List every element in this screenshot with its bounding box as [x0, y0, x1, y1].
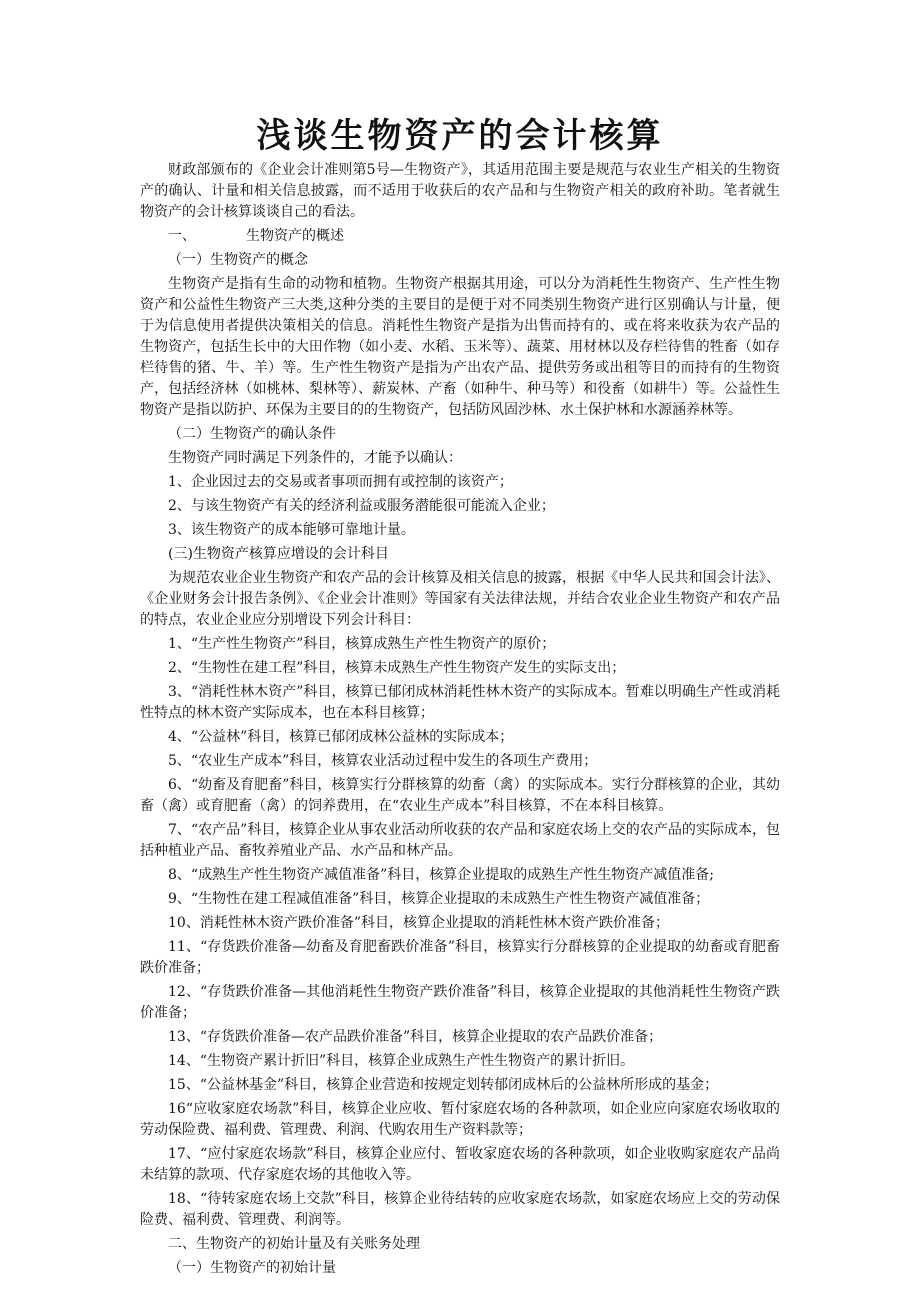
account-item: 10、消耗性林木资产跌价准备”科目，核算企业提取的消耗性林木资产跌价准备； [168, 915, 669, 931]
conditions-intro: 生物资产同时满足下列条件的，才能予以确认： [168, 450, 462, 466]
account-item: 17、“应付家庭农场款”科目，核算企业应付、暂收家庭农场的各种款项，如企业收购家庭农产品尚未结算的款项、代存家庭农场的其他收入等。 [140, 1146, 780, 1183]
account-item: 2、“生物性在建工程”科目，核算未成熟生产性生物资产发生的实际支出； [168, 660, 626, 676]
account-item: 6、“幼畜及育肥畜”科目，核算实行分群核算的幼畜（禽）的实际成本。实行分群核算的企业，其幼畜（禽）或育肥畜（禽）的饲养费用，在“农业生产成本”科目核算，不在本科目核算。 [140, 777, 780, 814]
account-item: 18、“待转家庭农场上交款”科目，核算企业待结转的应收家庭农场款，如家庭农场应上交的劳动保险费、福利费、管理费、利润等。 [140, 1191, 780, 1228]
intro-paragraph: 财政部颁布的《企业会计准则第5号—生物资产》，其适用范围主要是规范与农业生产相关的生物资产的确认、计量和相关信息披露，而不适用于收获后的农产品和与生物资产相关的政府补助。笔者就生物资产的会计核算谈谈自己的看法。 [140, 162, 780, 220]
account-item: 14、“生物资产累计折旧”科目，核算企业成熟生产性生物资产的累计折旧。 [168, 1053, 635, 1069]
concept-paragraph: 生物资产是指有生命的动物和植物。生物资产根据其用途，可以分为消耗性生物资产、生产性生物资产和公益性生物资产三大类,这种分类的主要目的是便于对不同类别生物资产进行区别确认与计量，便于为信息使用者提供决策相关的信息。消耗性生物资产是指为出售而持有的、或在将来收获为农产品的生物资产，包括生长中的大田作物（如小麦、水稻、玉米等）、蔬菜、用材林以及存栏待售的牲畜（如存栏待售的猪、牛、羊）等。生产性生物资产是指为产出农产品、提供劳务或出租等目的而持有的生物资产，包括经济林（如桃林、梨林等）、薪炭林、产畜（如种牛、种马等）和役畜（如耕牛）等。公益性生物资产是指以防护、环保为主要目的的生物资产，包括防风固沙林、水土保护林和水源涵养林等。 [140, 276, 780, 418]
section-title: 生物资产的概述 [246, 228, 344, 244]
account-item: 1、“生产性生物资产”科目，核算成熟生产性生物资产的原价； [168, 636, 556, 652]
account-item: 13、“存货跌价准备—农产品跌价准备”科目，核算企业提取的农产品跌价准备； [168, 1029, 663, 1045]
section-heading-2: 二、生物资产的初始计量及有关账务处理 [168, 1236, 420, 1252]
subsection-heading-accounts: (三)生物资产核算应增设的会计科目 [168, 546, 389, 562]
account-item: 8、“成熟生产性生物资产减值准备”科目，核算企业提取的成熟生产性生物资产减值准备; [168, 867, 714, 883]
section-heading-1 [140, 226, 780, 247]
account-item: 5、“农业生产成本”科目，核算农业活动过程中发生的各项生产费用； [168, 753, 598, 769]
document-title: 浅谈生物资产的会计核算 [256, 116, 664, 156]
section-number: 一、 [168, 228, 196, 244]
account-item: 16“应收家庭农场款”科目，核算企业应收、暂付家庭农场的各种款项，如企业应向家庭农场收取的劳动保险费、福利费、管理费、利润、代购农用生产资料款等； [140, 1101, 780, 1138]
subsection-heading-concept: （一）生物资产的概念 [168, 252, 308, 268]
account-item: 7、“农产品”科目，核算企业从事农业活动所收获的农产品和家庭农场上交的农产品的实际成本，包括种植业产品、畜牧养殖业产品、水产品和林产品。 [140, 822, 780, 859]
document-body [140, 160, 780, 1282]
account-item: 11、“存货跌价准备—幼畜及育肥畜跌价准备”科目，核算实行分群核算的企业提取的幼畜或育肥畜跌价准备； [140, 939, 780, 976]
account-item: 3、“消耗性林木资产”科目，核算已郁闭成林消耗性林木资产的实际成本。暂难以明确生产性或消耗性特点的林木资产实际成本，也在本科目核算； [140, 684, 780, 721]
account-item: 9、“生物性在建工程减值准备”科目，核算企业提取的未成熟生产性生物资产减值准备； [168, 891, 710, 907]
account-item: 15、“公益林基金”科目，核算企业营造和按规定划转郁闭成林后的公益林所形成的基金； [168, 1077, 719, 1093]
condition-item: 3、该生物资产的成本能够可靠地计量。 [168, 522, 415, 538]
account-item: 12、“存货跌价准备—其他消耗性生物资产跌价准备”科目，核算企业提取的其他消耗性生物资产跌价准备； [140, 984, 780, 1021]
condition-item: 1、企业因过去的交易或者事项而拥有或控制的该资产； [168, 474, 513, 490]
subsection-heading-conditions: （二）生物资产的确认条件 [168, 426, 336, 442]
condition-item: 2、与该生物资产有关的经济利益或服务潜能很可能流入企业； [168, 498, 555, 514]
account-item: 4、“公益林”科目，核算已郁闭成林公益林的实际成本； [168, 729, 514, 745]
accounts-intro: 为规范农业企业生物资产和农产品的会计核算及相关信息的披露，根据《中华人民共和国会计法》、《企业财务会计报告条例》、《企业会计准则》等国家有关法律法规，并结合农业企业生物资产和农产品的特点，农业企业应分别增设下列会计科目： [140, 570, 780, 628]
subsection-heading-initial-measurement: （一）生物资产的初始计量 [168, 1260, 336, 1276]
